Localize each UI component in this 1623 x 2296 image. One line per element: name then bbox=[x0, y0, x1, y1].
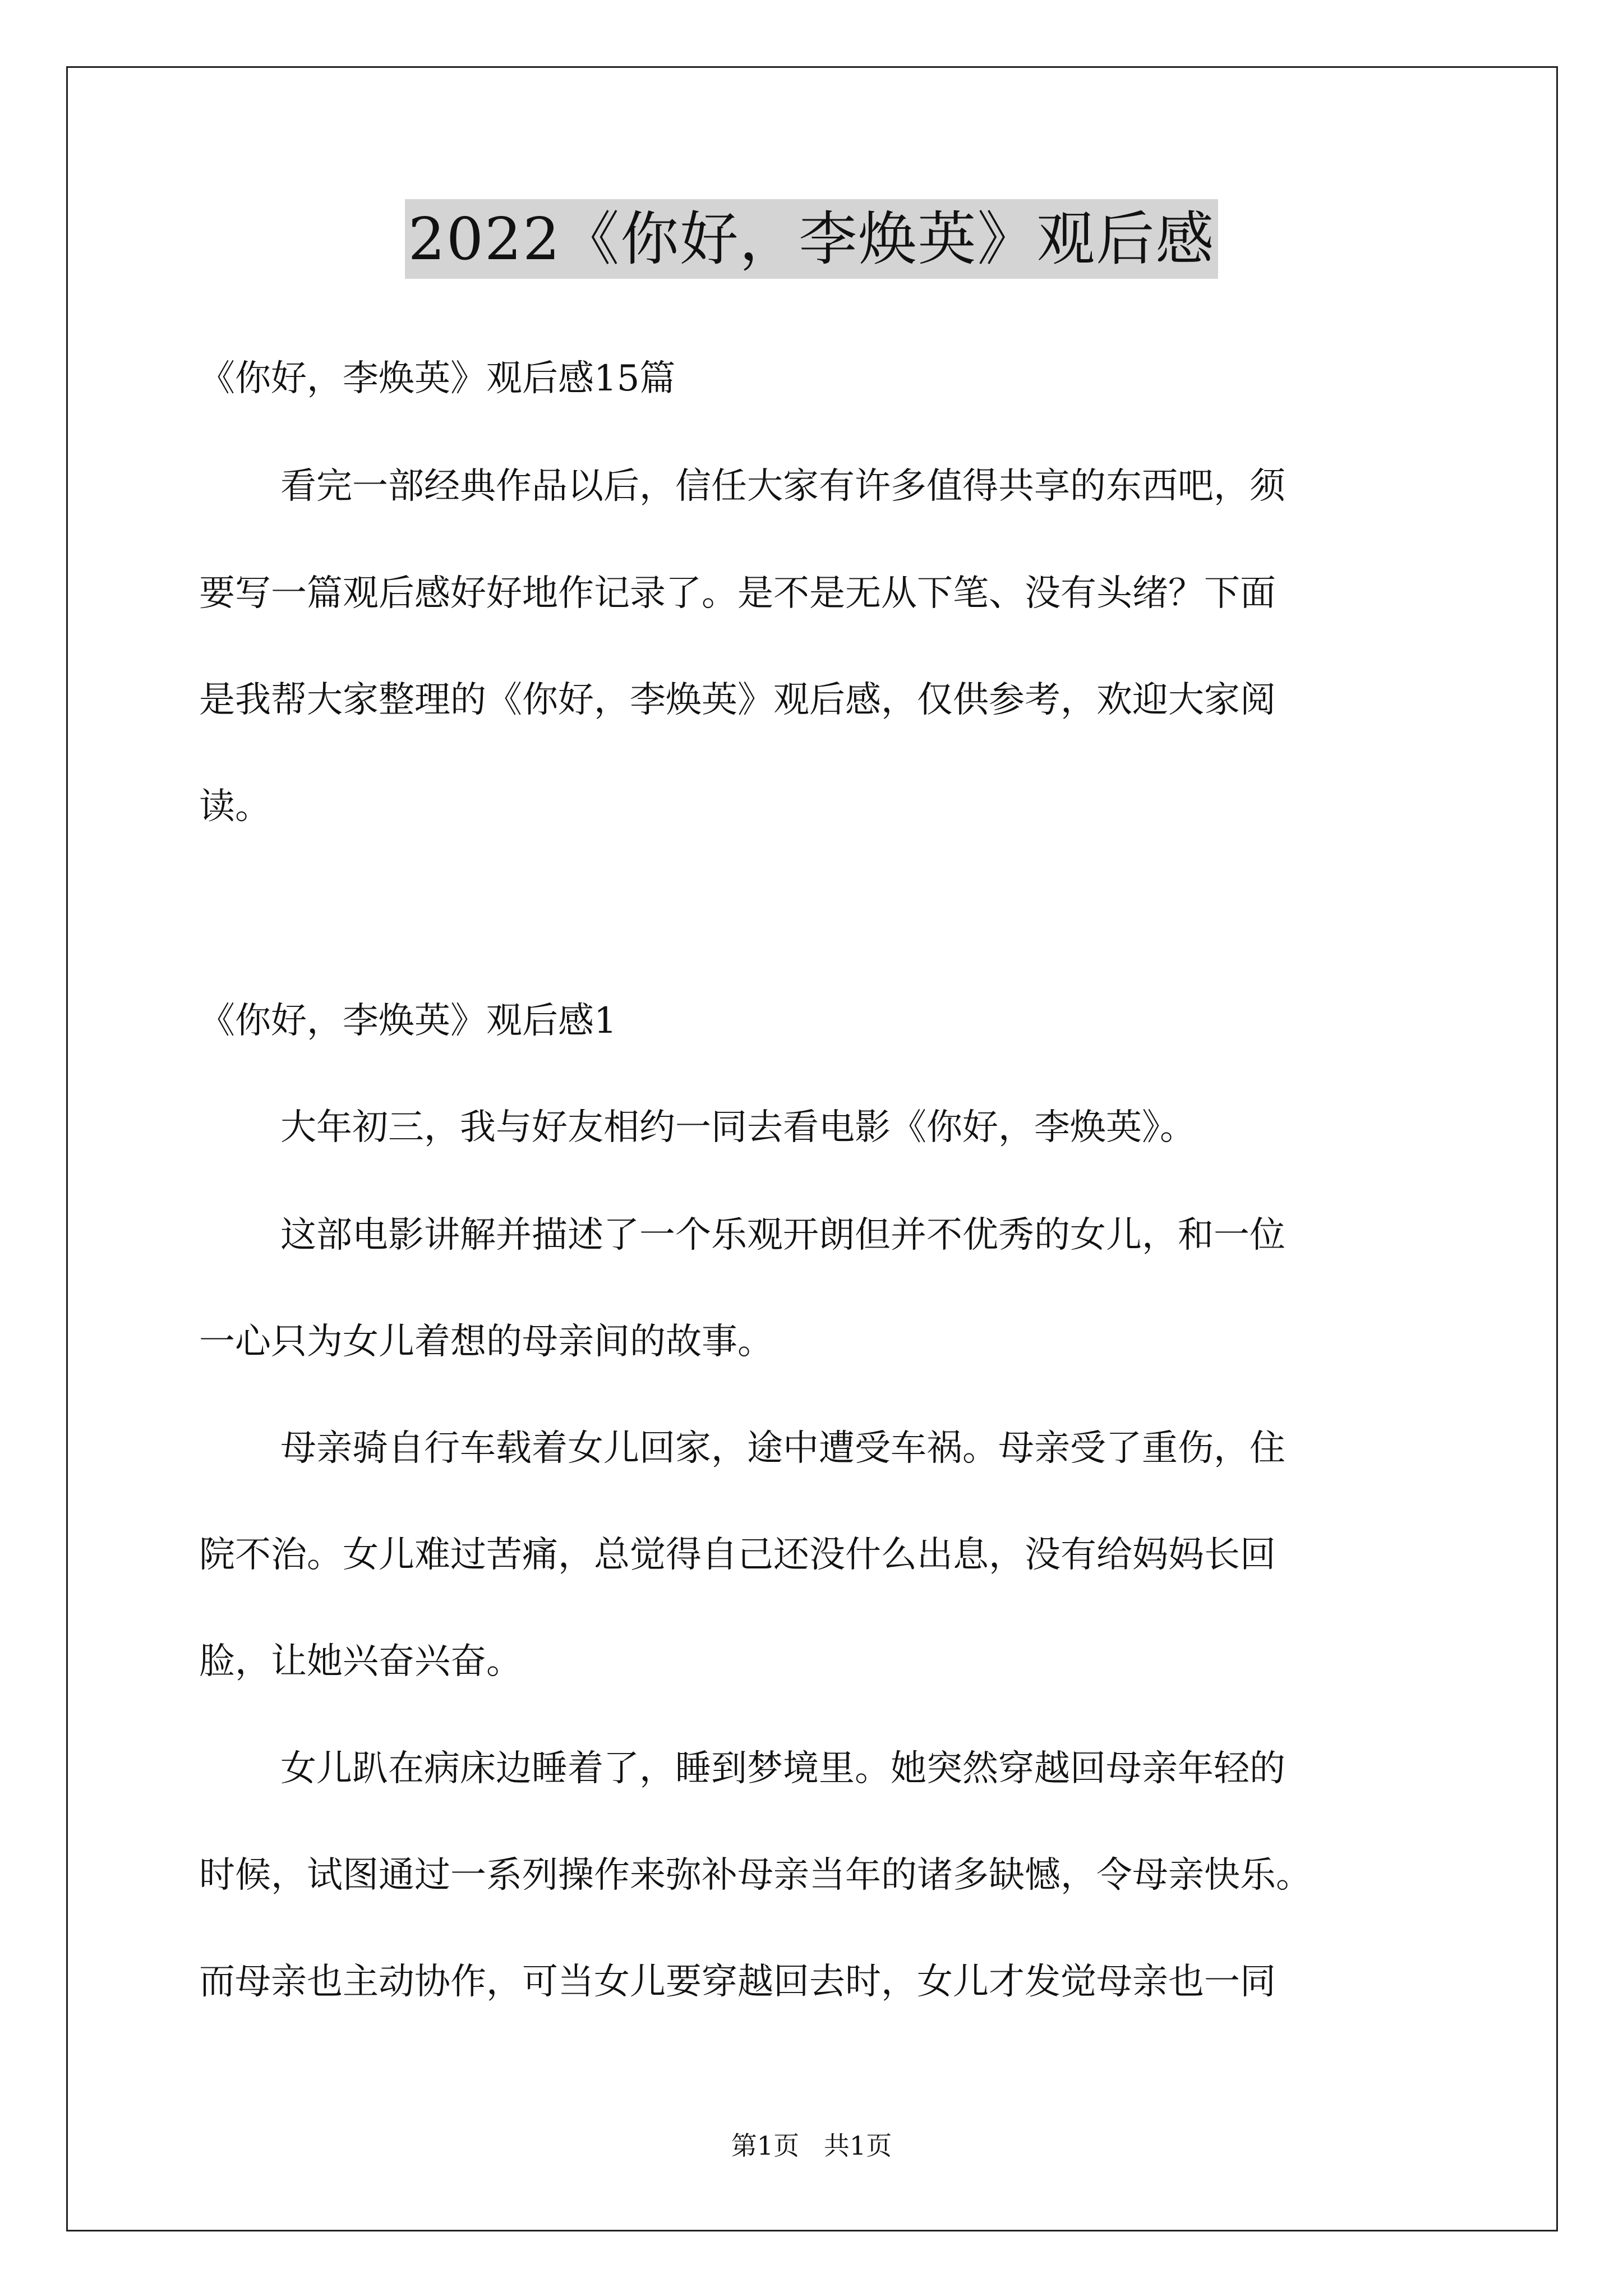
body-line-7: 女儿趴在病床边睡着了，睡到梦境里。她突然穿越回母亲年轻的 bbox=[280, 1748, 1285, 1789]
body-line-9: 而母亲也主动协作，可当女儿要穿越回去时，女儿才发觉母亲也一同 bbox=[199, 1961, 1276, 2003]
intro-line-4: 读。 bbox=[199, 786, 271, 827]
body-line-4: 母亲骑自行车载着女儿回家，途中遭受车祸。母亲受了重伤，住 bbox=[280, 1428, 1285, 1469]
intro-line-3: 是我帮大家整理的《你好，李焕英》观后感，仅供参考，欢迎大家阅 bbox=[199, 679, 1276, 721]
page-footer: 第1页 共1页 bbox=[731, 2131, 892, 2161]
intro-line-1: 看完一部经典作品以后，信任大家有许多值得共享的东西吧，须 bbox=[280, 466, 1285, 507]
document-subtitle: 《你好，李焕英》观后感15篇 bbox=[199, 358, 676, 399]
body-line-8: 时候，试图通过一系列操作来弥补母亲当年的诸多缺憾，令母亲快乐。 bbox=[199, 1855, 1312, 1896]
title-container bbox=[0, 199, 1623, 279]
document-title: 2022《你好，李焕英》观后感 bbox=[405, 199, 1219, 279]
body-line-3: 一心只为女儿着想的母亲间的故事。 bbox=[199, 1321, 773, 1363]
body-line-5: 院不治。女儿难过苦痛，总觉得自己还没什么出息，没有给妈妈长回 bbox=[199, 1534, 1276, 1576]
body-line-1: 大年初三，我与好友相约一同去看电影《你好，李焕英》。 bbox=[280, 1107, 1196, 1148]
body-line-2: 这部电影讲解并描述了一个乐观开朗但并不优秀的女儿，和一位 bbox=[280, 1214, 1285, 1256]
section-heading: 《你好，李焕英》观后感1 bbox=[199, 1000, 617, 1042]
intro-line-2: 要写一篇观后感好好地作记录了。是不是无从下笔、没有头绪？下面 bbox=[199, 573, 1276, 614]
body-line-6: 脸，让她兴奋兴奋。 bbox=[199, 1641, 522, 1682]
